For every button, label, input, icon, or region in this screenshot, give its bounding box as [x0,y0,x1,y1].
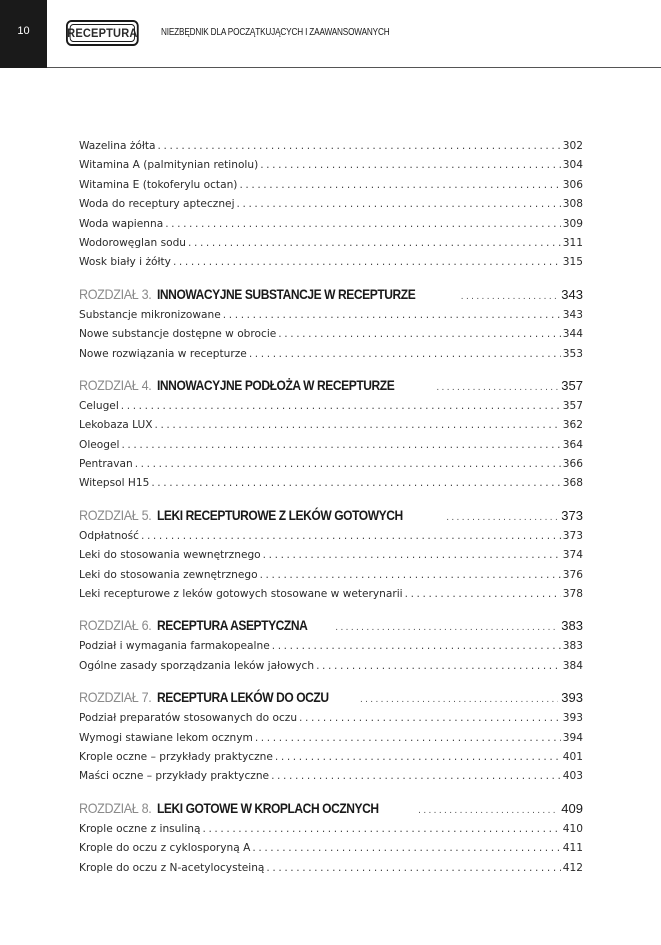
dot-leader [121,436,560,455]
dot-leader [335,622,558,633]
chapter-title: RECEPTURA LEKÓW DO OCZU [157,689,330,706]
chapter-number: ROZDZIAŁ 8. [79,799,152,816]
header-divider [47,67,661,68]
toc-entry-label: Leki do stosowania zewnętrznego [79,568,258,581]
toc-entry-label: Wodorowęglan sodu [79,236,187,249]
toc-entry [79,234,583,253]
dot-leader [151,474,560,493]
dot-leader [316,657,561,676]
toc-chapter-8 [79,800,583,878]
toc-entry-label: Wosk biały i żółty [79,256,171,269]
toc-entry-label: Woda wapienna [79,217,164,230]
dot-leader [263,546,561,565]
toc-entry-page: 412 [562,861,583,874]
dot-leader [135,455,561,474]
table-of-contents [79,137,583,878]
toc-entry-page: 384 [562,659,583,672]
chapter-heading [79,377,583,397]
toc-entry-page: 374 [562,549,583,562]
toc-entry-label: Celugel [79,399,119,412]
toc-entry-page: 344 [562,328,583,341]
book-subtitle: NIEZBĘDNIK DLA POCZĄTKUJĄCYCH I ZAAWANSOWANYCH [161,27,390,38]
toc-chapter-6 [79,617,583,676]
toc-entry-label: Krople do oczu z N-acetylocysteiną [79,861,265,874]
dot-leader [436,382,558,393]
toc-entry [79,729,583,748]
toc-entry-page: 393 [562,712,583,725]
toc-entry-label: Wazelina żółta [79,140,156,152]
toc-entry-page: 383 [562,640,583,653]
toc-entry [79,527,583,546]
dot-leader [165,215,561,234]
toc-entry [79,455,583,474]
chapter-page: 409 [561,800,583,816]
chapter-title: RECEPTURA ASEPTYCZNA [157,617,308,634]
toc-entry [79,397,583,416]
toc-entry [79,839,583,858]
chapter-page: 393 [561,690,583,706]
toc-entry-label: Maści oczne – przykłady praktyczne [79,770,270,783]
chapter-heading [79,286,583,306]
toc-entry-page: 368 [562,477,583,490]
toc-entry [79,306,583,325]
toc-entry-label: Oleogel [79,438,120,451]
toc-entry-label: Podział preparatów stosowanych do oczu [79,712,298,725]
dot-leader [173,253,561,272]
dot-leader [275,748,561,767]
toc-entry-page: 309 [562,217,583,230]
dot-leader [260,566,561,585]
page-number: 10 [0,0,47,68]
page-header [0,0,661,68]
chapter-page: 373 [561,507,583,523]
dot-leader [155,416,561,435]
chapter-heading [79,800,583,820]
chapter-heading [79,689,583,709]
toc-entry-label: Leki do stosowania wewnętrznego [79,549,261,562]
toc-entry [79,709,583,728]
toc-entry-page: 401 [562,750,583,763]
toc-entry-label: Podział i wymagania farmakopealne [79,640,270,653]
dot-leader [446,512,558,523]
toc-entry-page: 315 [562,256,583,269]
toc-chapter-7 [79,689,583,787]
chapter-page: 357 [561,377,583,393]
chapter-page: 343 [561,286,583,302]
toc-chapter-3 [79,286,583,364]
toc-entry [79,436,583,455]
toc-entry-label: Lekobaza LUX [79,419,153,432]
toc-entry-page: 394 [562,731,583,744]
toc-entry-label: Nowe rozwiązania w recepturze [79,347,247,360]
dot-leader [223,306,561,325]
toc-entry-page: 308 [562,198,583,211]
chapter-number: ROZDZIAŁ 5. [79,506,152,523]
toc-entry [79,345,583,364]
toc-entry-label: Krople do oczu z cyklosporyną A [79,842,251,855]
dot-leader [299,709,561,728]
toc-entry [79,137,583,156]
dot-leader [249,345,561,364]
toc-entry-page: 403 [562,770,583,783]
dot-leader [360,694,558,705]
toc-entry-label: Witepsol H15 [79,477,150,490]
toc-entry-label: Krople oczne z insuliną [79,822,201,835]
toc-entry-page: 373 [562,529,583,542]
toc-entry [79,253,583,272]
toc-entry-page: 376 [562,568,583,581]
toc-entry-label: Ogólne zasady sporządzania leków jałowych [79,659,315,672]
dot-leader [418,805,558,816]
toc-entry-page: 353 [562,347,583,360]
dot-leader [272,637,561,656]
chapter-number: ROZDZIAŁ 3. [79,285,152,302]
toc-entry-label: Woda do receptury aptecznej [79,198,235,211]
toc-entry-label: Pentravan [79,458,133,471]
toc-entry-label: Nowe substancje dostępne w obrocie [79,328,277,341]
dot-leader [278,325,560,344]
toc-entry-page: 366 [562,458,583,471]
toc-entry-page: 411 [562,842,583,855]
toc-entry [79,767,583,786]
dot-leader [121,397,561,416]
chapter-title: LEKI GOTOWE W KROPLACH OCZNYCH [157,799,380,816]
dot-leader [271,767,561,786]
chapter-number: ROZDZIAŁ 6. [79,617,152,634]
toc-entry-page: 378 [562,588,583,601]
toc-entry [79,748,583,767]
toc-entry-label: Substancje mikronizowane [79,308,221,321]
dot-leader [255,729,561,748]
toc-entry-label: Wymogi stawiane lekom ocznym [79,731,253,744]
toc-entry [79,176,583,195]
chapter-heading [79,617,583,637]
toc-chapter-5 [79,507,583,605]
toc-entry-page: 304 [562,159,583,172]
dot-leader [405,585,561,604]
toc-entry-label: Krople oczne – przykłady praktyczne [79,750,273,763]
toc-entry-label: Odpłatność [79,529,139,542]
toc-entry-page: 306 [562,178,583,191]
toc-entry-page: 364 [562,438,583,451]
toc-entry-page: 357 [562,399,583,412]
dot-leader [252,839,560,858]
dot-leader [239,176,560,195]
toc-entry [79,585,583,604]
toc-entry-page: 343 [562,308,583,321]
toc-entry [79,325,583,344]
dot-leader [158,137,561,156]
toc-entry [79,657,583,676]
dot-leader [461,291,559,302]
toc-entry-page: 302 [562,140,583,152]
toc-entry [79,859,583,878]
brand-logo [66,20,139,46]
toc-entry-page: 410 [562,822,583,835]
toc-entry-label: Leki recepturowe z leków gotowych stosowane w weterynarii [79,588,403,601]
toc-entry [79,474,583,493]
toc-entry-page: 362 [562,419,583,432]
chapter-title: INNOWACYJNE SUBSTANCJE W RECEPTURZE [157,285,416,302]
dot-leader [141,527,561,546]
chapter-number: ROZDZIAŁ 7. [79,689,152,706]
toc-entry [79,566,583,585]
dot-leader [266,859,560,878]
toc-entry [79,156,583,175]
dot-leader [188,234,561,253]
toc-entry-page: 311 [562,236,583,249]
toc-entry [79,215,583,234]
brand-logo-inner-border [70,24,135,42]
chapter-title: INNOWACYJNE PODŁOŻA W RECEPTURZE [157,376,395,393]
chapter-title: LEKI RECEPTUROWE Z LEKÓW GOTOWYCH [157,506,404,523]
chapter-number: ROZDZIAŁ 4. [79,376,152,393]
chapter-page: 383 [561,618,583,634]
dot-leader [202,820,560,839]
brand-logo-text: RECEPTURA [67,26,138,40]
toc-entry [79,820,583,839]
toc-entry [79,416,583,435]
toc-entry-label: Witamina A (palmitynian retinolu) [79,159,259,172]
dot-leader [237,195,561,214]
toc-entry [79,637,583,656]
toc-section-continued [79,137,583,273]
dot-leader [260,156,561,175]
toc-entry [79,195,583,214]
toc-entry [79,546,583,565]
toc-chapter-4 [79,377,583,494]
toc-entry-label: Witamina E (tokoferylu octan) [79,178,238,191]
chapter-heading [79,507,583,527]
